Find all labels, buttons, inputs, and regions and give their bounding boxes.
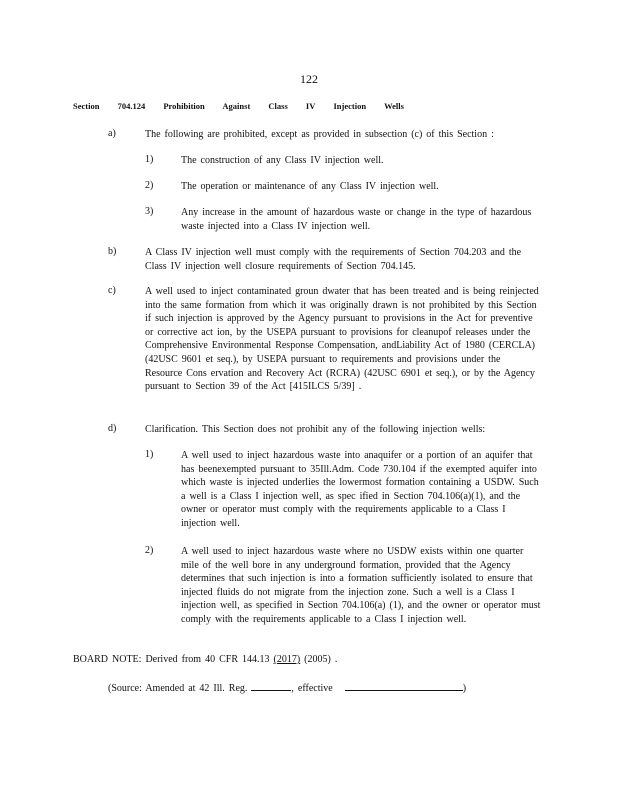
item-a1-label: 1)	[145, 154, 154, 165]
title-word: Injection	[333, 101, 367, 111]
item-d2-label: 2)	[145, 545, 154, 556]
title-word: Against	[222, 101, 251, 111]
item-d-label: d)	[108, 423, 117, 434]
source-prefix: (Source: Amended at 42 Ill. Reg.	[108, 683, 248, 694]
item-c-paragraph: A well used to inject contaminated groun dwater that has been treated and is being reinjected into the same formation from which it was originally drawn is not prohibited by this Section if such injection is approved by the Agency pursuant to provisions in the Act for preventive or corrective act ion, by the USEPA pursuant to provisions for cleanupof releases under the Comprehensive Environmental Response Compensation, andLiability Act of 1980 (CERCLA) (42USC 9601 et seq.), by USEPA pursuant to requirements and provisions under the Resource Cons ervation and Recovery Act (RCRA) (42USC 6901 et seq.), or by the Agency pursuant to Section 39 of the Act [415ILCS 5/39] .	[145, 286, 539, 393]
item-c-label: c)	[108, 285, 116, 296]
item-c-text	[145, 285, 541, 394]
item-a2-text	[181, 180, 541, 194]
item-d2-text	[181, 545, 541, 627]
board-note-suffix: (2005) .	[304, 654, 338, 665]
item-b-paragraph: A Class IV injection well must comply with the requirements of Section 704.203 and the Class IV injection well closure requirements of Section 704.145.	[145, 247, 522, 272]
item-d1-label: 1)	[145, 449, 154, 460]
effective-date-blank	[345, 680, 463, 691]
item-d-text	[145, 423, 545, 437]
item-a-paragraph: The following are prohibited, except as provided in subsection (c) of this Section :	[145, 129, 494, 140]
title-word: Class	[268, 101, 288, 111]
register-page-blank	[251, 680, 291, 691]
item-a1-paragraph: The construction of any Class IV injection well.	[181, 155, 384, 166]
source-suffix: )	[462, 683, 467, 694]
item-a3-label: 3)	[145, 206, 154, 217]
section-number: 704.124	[117, 101, 146, 111]
item-a3-text	[181, 206, 533, 233]
item-d1-text	[181, 449, 541, 531]
title-word: Wells	[384, 101, 404, 111]
item-b-text	[145, 246, 537, 273]
item-d-paragraph: Clarification. This Section does not prohibit any of the following injection wells:	[145, 424, 486, 435]
title-word: Prohibition	[163, 101, 205, 111]
board-note-added-year: (2017)	[273, 654, 301, 665]
item-b-label: b)	[108, 246, 117, 257]
item-d1-paragraph: A well used to inject hazardous waste into anaquifer or a portion of an aquifer that has beenexempted pursuant to 35Ill.Adm. Code 730.104 if the exempted aquifer into which waste is injected underlies the lowermost formation containing a USDW. Such a well is a Class I injection well, as spec ified in Section 704.106(a)(1), and the owner or operator must comply with the requirements applicable to a Class I injection well.	[181, 450, 539, 529]
item-a-text	[145, 128, 545, 142]
board-note	[73, 653, 533, 667]
source-middle: , effective	[291, 683, 333, 694]
source-line	[108, 680, 548, 696]
item-a3-paragraph: Any increase in the amount of hazardous waste or change in the type of hazardous waste injected into a Class IV injection well.	[181, 207, 532, 232]
section-heading	[73, 101, 418, 111]
board-note-prefix: BOARD NOTE: Derived from 40 CFR 144.13	[73, 654, 270, 665]
item-a1-text	[181, 154, 541, 168]
title-word: IV	[305, 101, 316, 111]
item-a-label: a)	[108, 128, 116, 139]
section-label: Section	[73, 101, 100, 111]
item-d2-paragraph: A well used to inject hazardous waste where no USDW exists within one quarter mile of the well bore in any underground formation, provided that the Agency determines that such injection is into a formation sufficiently isolated to ensure that injected fluids do not migrate from the injection zone. Such a well is a Class I injection well, as specified in Section 704.106(a) (1), and the owner or operator must comply with the requirements applicable to a Class I injection well.	[181, 546, 541, 625]
item-a2-paragraph: The operation or maintenance of any Class IV injection well.	[181, 181, 439, 192]
item-a2-label: 2)	[145, 180, 154, 191]
page-number: 122	[300, 72, 318, 86]
